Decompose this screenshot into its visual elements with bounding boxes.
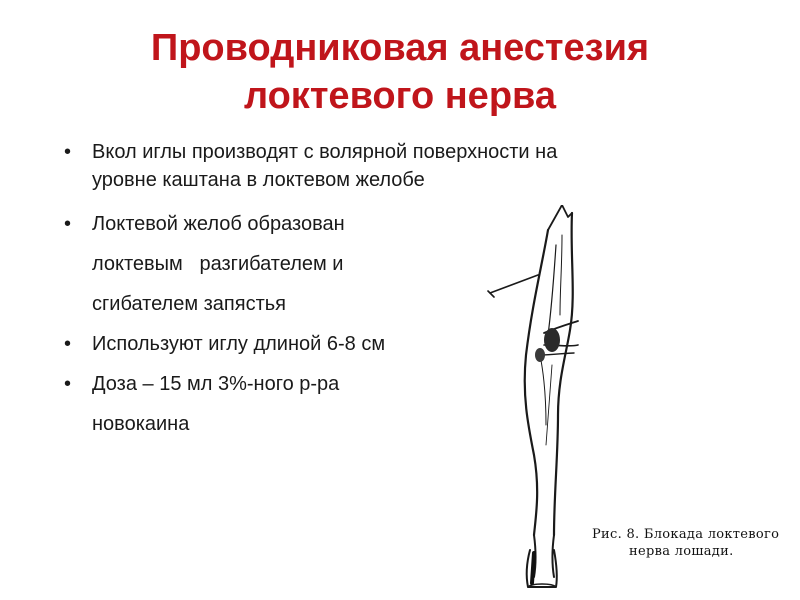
bullet-item (60, 138, 740, 194)
bullet-text: локтевым разгибателем и (92, 253, 344, 275)
slide-title-line-2: локтевого нерва (243, 75, 557, 117)
figure-caption (592, 526, 792, 560)
figure-caption-line-2: нерва лошади. (629, 544, 734, 559)
bullet-text: Вкол иглы производят с волярной поверхности на (92, 141, 558, 163)
slide-title (40, 24, 760, 120)
slide-title-line-1: Проводниковая анестезия (150, 27, 650, 69)
bullet-text: Доза – 15 мл 3%-ного р-ра (92, 373, 340, 395)
bullet-text: Используют иглу длиной 6-8 см (92, 333, 386, 355)
figure-caption-line-1: Рис. 8. Блокада локтевого (592, 527, 780, 542)
bullet-text: уровне каштана в локтевом желобе (92, 169, 425, 191)
bullet-text: новокаина (92, 413, 190, 435)
bullet-text: сгибателем запястья (92, 293, 287, 315)
bullet-text: Локтевой желоб образован (92, 213, 345, 235)
